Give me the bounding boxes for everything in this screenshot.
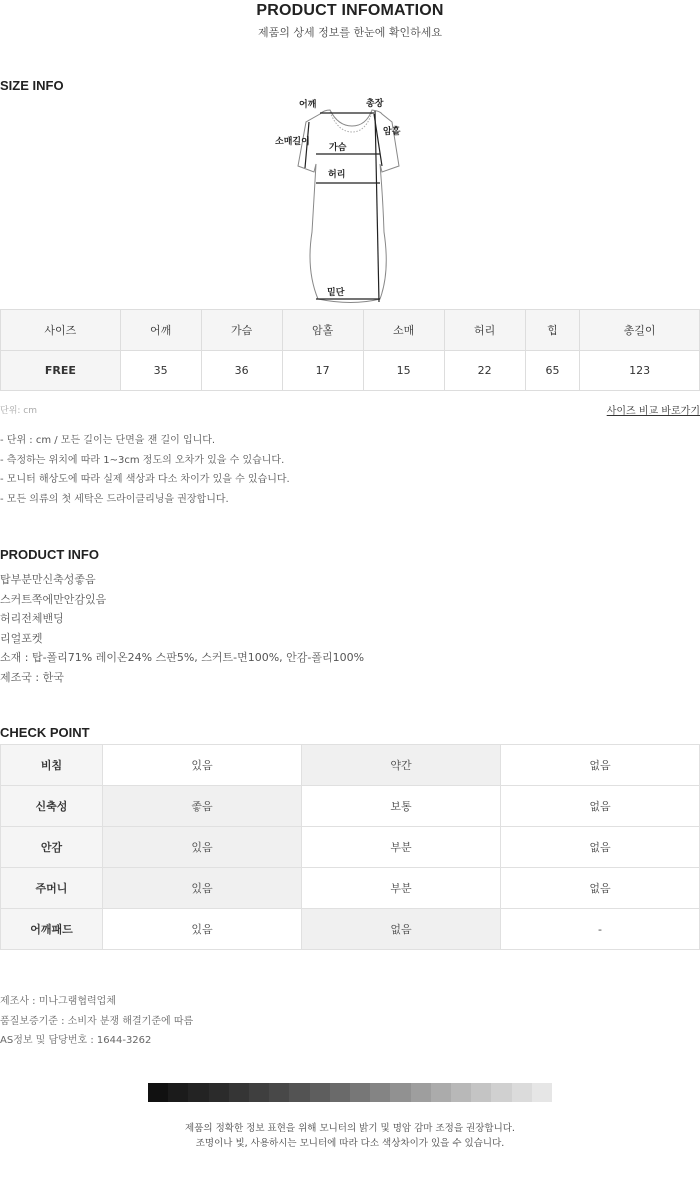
page-subtitle: 제품의 상세 정보를 한눈에 확인하세요 [257, 26, 442, 39]
note-line: - 모든 의류의 첫 세탁은 드라이클리닝을 권장합니다. [0, 493, 229, 505]
page-header [0, 0, 700, 40]
product-info-line: 소재 : 탑-폴리71% 레이온24% 스판5%, 스커트-면100%, 안감-폴리100% [0, 651, 365, 664]
grayscale-swatch [471, 1083, 491, 1102]
grayscale-swatch [491, 1083, 511, 1102]
grayscale-swatch [229, 1083, 249, 1102]
notice-line: 조명이나 빛, 사용하시는 모니터에 따라 다소 색상차이가 있을 수 있습니다. [195, 1138, 505, 1149]
check-row-label: 신축성 [1, 786, 103, 827]
grayscale-swatch [431, 1083, 451, 1102]
check-row [1, 786, 700, 827]
manufacturer-info [0, 992, 193, 1051]
check-point-table [0, 744, 700, 950]
check-row-label: 비침 [1, 745, 103, 786]
check-option: 없음 [501, 827, 700, 868]
note-line: - 측정하는 위치에 따라 1~3cm 정도의 오차가 있을 수 있습니다. [0, 454, 285, 466]
grayscale-swatch [310, 1083, 330, 1102]
product-info-line: 제조국 : 한국 [0, 670, 64, 684]
product-info-line: 리얼포켓 [0, 631, 43, 645]
size-cell: 17 [282, 351, 363, 391]
check-option: 있음 [103, 868, 302, 909]
check-option: 있음 [103, 909, 302, 950]
check-option: - [501, 909, 700, 950]
check-option: 약간 [302, 745, 501, 786]
grayscale-swatch [350, 1083, 370, 1102]
size-header-cell: 암홀 [282, 310, 363, 351]
grayscale-swatch [188, 1083, 208, 1102]
size-table-row [1, 351, 700, 391]
size-header-cell: 총길이 [580, 310, 700, 351]
grayscale-swatch [512, 1083, 532, 1102]
size-row-label: FREE [1, 351, 121, 391]
size-cell: 36 [201, 351, 282, 391]
notice-line: 제품의 정확한 정보 표현을 위해 모니터의 밝기 및 명암 감마 조정을 권장합니다. [185, 1123, 515, 1134]
size-cell: 123 [580, 351, 700, 391]
check-row-label: 어깨패드 [1, 909, 103, 950]
grayscale-swatch [370, 1083, 390, 1102]
size-header-cell: 어깨 [120, 310, 201, 351]
check-option: 부분 [302, 827, 501, 868]
check-option: 부분 [302, 868, 501, 909]
size-compare-link[interactable]: 사이즈 비교 바로가기 [606, 406, 700, 417]
label-hem: 밑단 [327, 288, 345, 298]
note-line: - 모니터 해상도에 따라 실제 색상과 다소 차이가 있을 수 있습니다. [0, 474, 290, 485]
grayscale-swatch [168, 1083, 188, 1102]
grayscale-swatch [289, 1083, 309, 1102]
check-row [1, 868, 700, 909]
product-info-list [0, 570, 364, 687]
grayscale-calibration-bar [148, 1083, 552, 1102]
size-cell: 65 [525, 351, 580, 391]
maker-line: AS정보 및 담당번호 : 1644-3262 [0, 1035, 152, 1046]
dress-illustration [268, 92, 418, 307]
size-cell: 35 [120, 351, 201, 391]
check-option: 좋음 [103, 786, 302, 827]
dress-size-diagram [268, 92, 418, 307]
grayscale-swatch [532, 1083, 552, 1102]
grayscale-swatch [451, 1083, 471, 1102]
product-info-line: 스커트쪽에만안감있음 [0, 592, 107, 606]
size-header-cell: 허리 [444, 310, 525, 351]
grayscale-swatch [390, 1083, 410, 1102]
check-option: 보통 [302, 786, 501, 827]
check-option: 있음 [103, 827, 302, 868]
grayscale-swatch [209, 1083, 229, 1102]
maker-line: 품질보증기준 : 소비자 분쟁 해결기준에 따름 [0, 1015, 194, 1027]
grayscale-swatch [249, 1083, 269, 1102]
grayscale-swatch [411, 1083, 431, 1102]
check-option: 없음 [302, 909, 501, 950]
grayscale-swatch [148, 1083, 168, 1102]
check-row-label: 안감 [1, 827, 103, 868]
check-point-title: CHECK POINT [0, 725, 90, 740]
size-header-cell: 소매 [363, 310, 444, 351]
maker-line: 제조사 : 미나그램협력업체 [0, 996, 116, 1007]
check-option: 없음 [501, 786, 700, 827]
check-row [1, 909, 700, 950]
product-info-line: 탑부분만신축성좋음 [0, 573, 96, 586]
check-option: 없음 [501, 868, 700, 909]
size-header-cell: 가슴 [201, 310, 282, 351]
size-table [0, 309, 700, 391]
check-option: 없음 [501, 745, 700, 786]
size-header-cell: 힙 [525, 310, 580, 351]
size-notes [0, 431, 290, 509]
product-info-title: PRODUCT INFO [0, 547, 99, 562]
check-row-label: 주머니 [1, 868, 103, 909]
label-chest: 가슴 [329, 143, 347, 153]
size-info-title: SIZE INFO [0, 78, 64, 93]
page-title: PRODUCT INFOMATION [256, 2, 444, 19]
label-armhole: 암홀 [383, 127, 401, 137]
label-total-length: 총장 [366, 99, 384, 109]
check-row [1, 745, 700, 786]
size-table-header-row [1, 310, 700, 351]
check-option: 있음 [103, 745, 302, 786]
label-shoulder: 어깨 [299, 100, 317, 110]
grayscale-swatch [269, 1083, 289, 1102]
unit-note: 단위: cm [0, 406, 37, 416]
size-header-cell: 사이즈 [1, 310, 121, 351]
monitor-notice [0, 1121, 700, 1151]
check-row [1, 827, 700, 868]
product-info-line: 허리전체밴딩 [0, 612, 64, 625]
grayscale-swatch [330, 1083, 350, 1102]
label-sleeve-length: 소매길이 [275, 137, 310, 147]
note-line: - 단위 : cm / 모든 길이는 단면을 잰 길이 입니다. [0, 435, 216, 446]
label-waist: 허리 [328, 170, 346, 180]
size-cell: 15 [363, 351, 444, 391]
size-cell: 22 [444, 351, 525, 391]
